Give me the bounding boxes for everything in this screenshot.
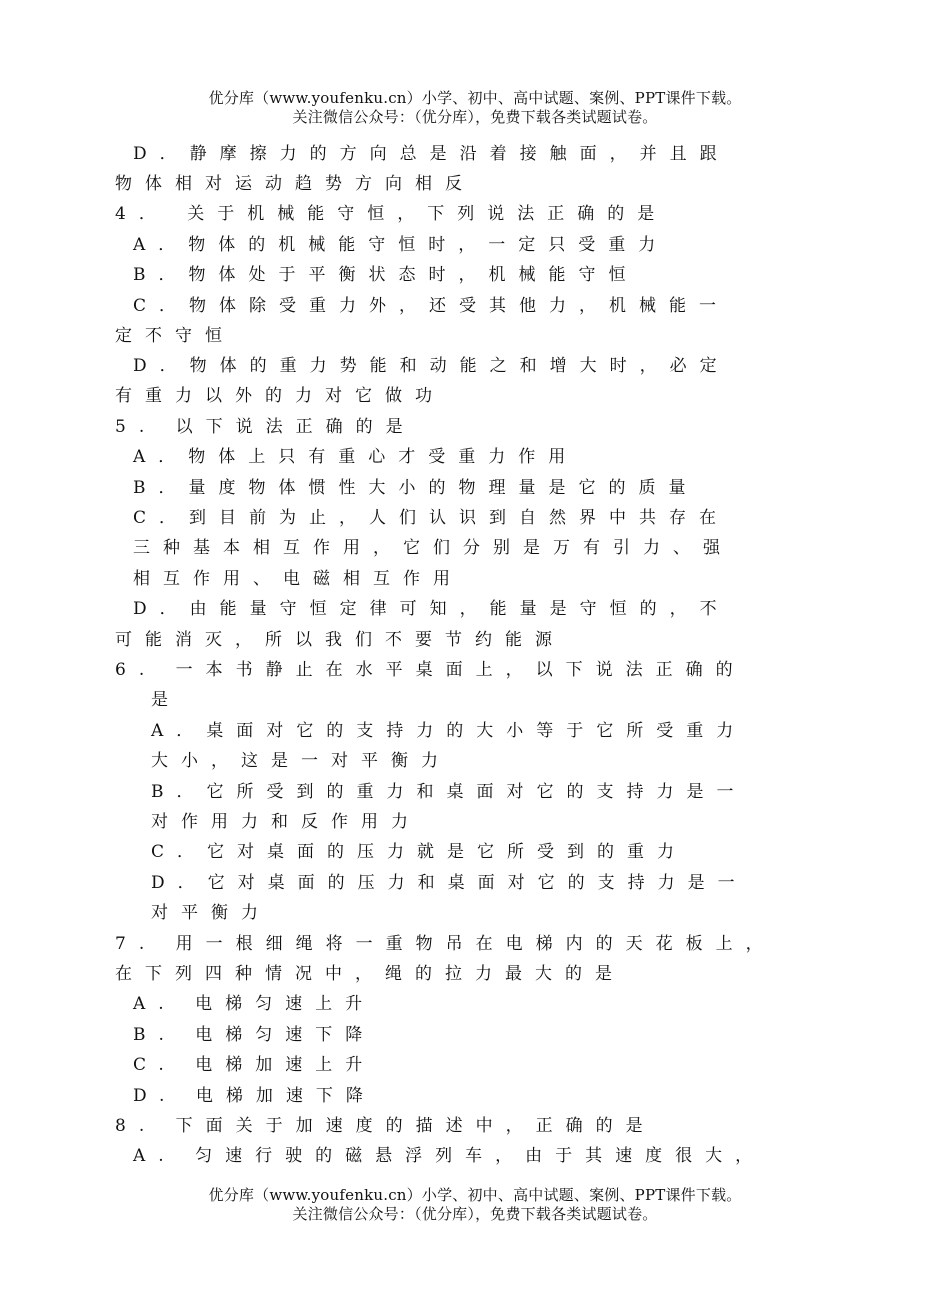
question-6-option-c: C．它对桌面的压力就是它所受到的重力: [151, 842, 688, 862]
question-4-option-c: C．物体除受重力外，还受其他力，机械能一: [133, 296, 730, 316]
page-header: [0, 89, 950, 127]
text-line: 是: [151, 690, 181, 710]
question-7-option-a: A. 电梯匀速上升: [133, 994, 376, 1014]
footer-line-1: 优分库（www.youfenku.cn）小学、初中、高中试题、案例、PPT课件下载。: [208, 1186, 742, 1204]
text-line: 有重力以外的力对它做功: [115, 386, 445, 406]
page-footer: [0, 1186, 950, 1224]
text-line: 在下列四种情况中，绳的拉力最大的是: [115, 964, 625, 984]
question-5-option-d: D．由能量守恒定律可知，能量是守恒的，不: [133, 599, 730, 619]
text-line: 三种基本相互作用，它们分别是万有引力、强: [133, 538, 733, 558]
text-line: 可能消灭，所以我们不要节约能源: [115, 630, 565, 650]
question-7-option-d: D. 电梯加速下降: [133, 1086, 376, 1106]
text-line: 相互作用、电磁相互作用: [133, 569, 463, 589]
question-5-option-a: A．物体上只有重心才受重力作用: [133, 447, 579, 467]
question-5-stem: 5. 以下说法正确的是: [115, 417, 416, 437]
question-8-option-a: A. 匀速行驶的磁悬浮列车，由于其速度很大，: [133, 1146, 766, 1166]
question-6-option-a: A．桌面对它的支持力的大小等于它所受重力: [151, 721, 747, 741]
text-line: 对平衡力: [151, 903, 271, 923]
text-line: 物体相对运动趋势方向相反: [115, 174, 475, 194]
question-7-option-c: C. 电梯加速上升: [133, 1055, 376, 1075]
footer-line-2: 关注微信公众号：（优分库），免费下载各类试题试卷。: [292, 1205, 658, 1223]
question-6-stem: 6. 一本书静止在水平桌面上，以下说法正确的: [115, 660, 746, 680]
question-8-stem: 8. 下面关于加速度的描述中，正确的是: [115, 1116, 656, 1136]
text-line: 对作用力和反作用力: [151, 812, 421, 832]
question-5-option-c: C．到目前为止，人们认识到自然界中共存在: [133, 508, 730, 528]
question-4-option-a: A．物体的机械能守恒时，一定只受重力: [133, 235, 669, 255]
text-line: 大小，这是一对平衡力: [151, 751, 451, 771]
text-line: 定不守恒: [115, 326, 235, 346]
header-line-2: 关注微信公众号：（优分库），免费下载各类试题试卷。: [292, 108, 658, 126]
text-line: D．静摩擦力的方向总是沿着接触面，并且跟: [133, 144, 730, 164]
header-line-1: 优分库（www.youfenku.cn）小学、初中、高中试题、案例、PPT课件下载。: [208, 89, 742, 107]
question-7-option-b: B. 电梯匀速下降: [133, 1025, 376, 1045]
question-4-option-d: D．物体的重力势能和动能之和增大时，必定: [133, 356, 730, 376]
question-4-stem: 4． 关于机械能守恒，下列说法正确的是: [115, 204, 668, 224]
question-6-option-b: B．它所受到的重力和桌面对它的支持力是一: [151, 782, 747, 802]
question-4-option-b: B．物体处于平衡状态时，机械能守恒: [133, 265, 639, 285]
question-6-option-d: D．它对桌面的压力和桌面对它的支持力是一: [151, 873, 748, 893]
question-7-stem: 7. 用一根细绳将一重物吊在电梯内的天花板上，: [115, 934, 776, 954]
question-5-option-b: B．量度物体惯性大小的物理量是它的质量: [133, 478, 699, 498]
